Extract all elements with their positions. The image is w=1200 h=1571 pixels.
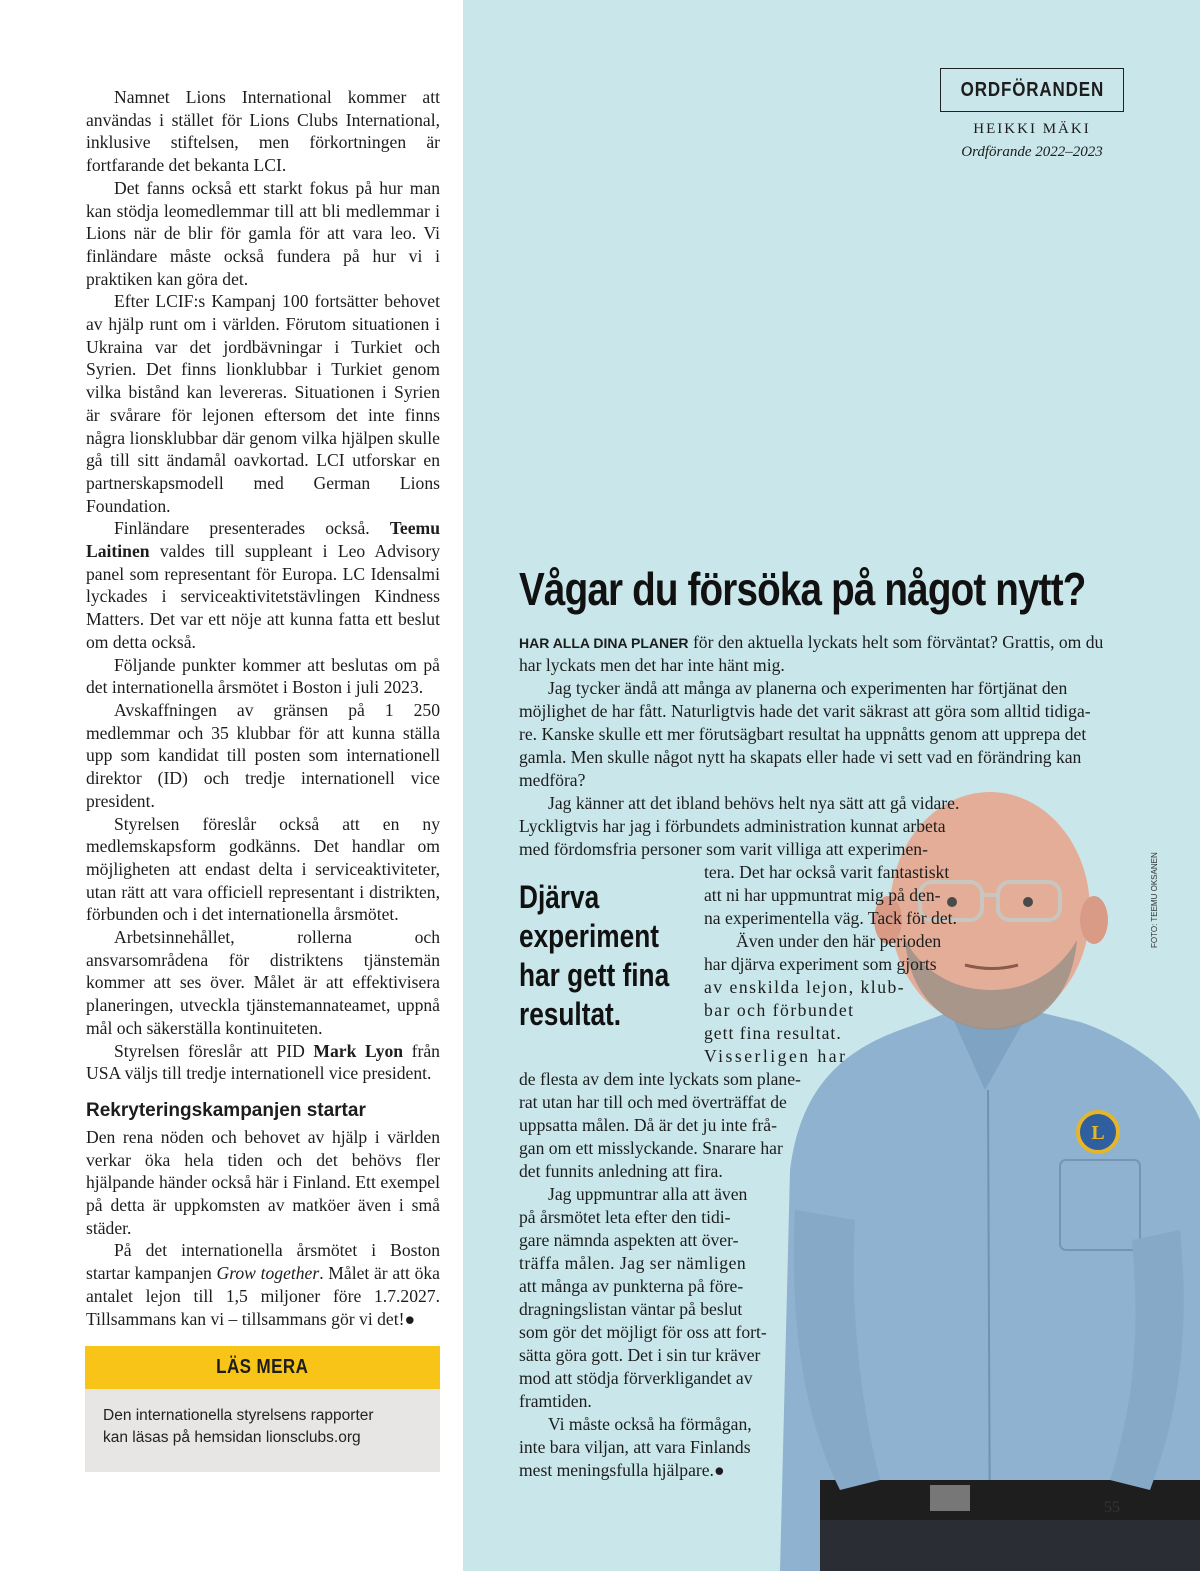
- paragraph: Arbetsinnehållet, rollerna och ansvarsområdena för distriktens tjänstemän kommer att ses över. Målet är att effektivisera planeringen, utveckla tjänstemannateamet, uppnå mål och säkerställa kontinuiteten.: [86, 927, 440, 1038]
- article-line: na experimentella väg. Tack för det.: [704, 908, 957, 928]
- article-line: sätta göra gott. Det i sin tur kräver: [519, 1345, 761, 1365]
- article-line: rat utan har till och med överträffat de: [519, 1092, 787, 1112]
- article-line: av enskilda lejon, klub-: [704, 977, 906, 997]
- paragraph: Namnet Lions International kommer att användas i stället för Lions Clubs International, inklusive stiftelsen, men förkortningen är fortfarande det bekanta LCI.: [86, 87, 440, 176]
- section-label: [940, 68, 1124, 112]
- paragraph: [86, 1239, 440, 1330]
- author-name: HEIKKI MÄKI: [973, 121, 1091, 137]
- section-label-text: ORDFÖRANDEN: [960, 78, 1104, 101]
- subheading: Rekryteringskampanjen startar: [86, 1099, 366, 1121]
- article-line: har djärva experiment som gjorts: [704, 954, 937, 974]
- author-role: Ordförande 2022–2023: [961, 144, 1103, 160]
- person-name: Teemu Laitinen: [86, 518, 440, 562]
- article-line: att ni har uppmuntrat mig på den-: [704, 885, 941, 905]
- article-line: Lyckligtvis har jag i förbundets administration kunnat arbeta: [519, 816, 946, 836]
- article-line: tera. Det har också varit fantastiskt: [704, 862, 950, 882]
- text-run: från USA väljs till tredje internationell vice president.: [86, 1040, 440, 1084]
- article-line: gett fina resultat.: [704, 1023, 842, 1043]
- article-line: gan om ett misslyckande. Snarare har: [519, 1138, 783, 1158]
- article-lead: HAR ALLA DINA PLANER: [519, 635, 689, 651]
- paragraph: [86, 517, 440, 653]
- person-name: Mark Lyon: [313, 1040, 404, 1061]
- article-line: som gör det möjligt för oss att fort-: [519, 1322, 767, 1342]
- paragraph: Efter LCIF:s Kampanj 100 fortsätter behovet av hjälp runt om i världen. Förutom situationen i Ukraina var det jordbävningar i Turkiet och Syrien. Det finns lionklubbar i Turkiet genom vilka bistånd kan levereras. Situationen i Syrien är svårare för lejonen eftersom det inte finns några lionsklubbar där genom vilka hjälpen skulle gå till sitt ändamål oavkortad. LCI utforskar en partnerskapsmodell med German Lions Foundation.: [86, 291, 440, 516]
- page-number: 55: [1104, 1499, 1120, 1516]
- eye: [1023, 897, 1033, 907]
- read-more-line: kan läsas på hemsidan lionsclubs.org: [103, 1429, 361, 1446]
- article-line: har lyckats men det har inte hänt mig.: [519, 655, 785, 675]
- pull-quote-line: resultat.: [519, 996, 622, 1032]
- article-headline: Vågar du försöka på något nytt?: [519, 563, 1086, 615]
- article-line: träffa målen. Jag ser nämligen: [519, 1253, 747, 1273]
- article-line: mest meningsfulla hjälpare.●: [519, 1460, 725, 1480]
- article-line: Jag uppmuntrar alla att även: [548, 1184, 748, 1204]
- photo-credit: FOTO: TEEMU OKSANEN: [1150, 852, 1159, 948]
- belt-buckle: [930, 1485, 970, 1511]
- read-more-line: Den internationella styrelsens rapporter: [103, 1407, 374, 1424]
- pull-quote-line: har gett fina: [519, 957, 670, 993]
- article-line: att många av punkterna på före-: [519, 1276, 744, 1296]
- article-line: det funnits anledning att fira.: [519, 1161, 723, 1181]
- text-run: valdes till suppleant i Leo Advisory panel som representant för Europa. LC Idensalmi lyckades i serviceaktivitetstävlingen Kindness Matters. Det var ett nöje att kunna fatta ett beslut om detta också.: [86, 541, 440, 652]
- article-line: de flesta av dem inte lyckats som plane-: [519, 1069, 801, 1089]
- article-line: bar och förbundet: [704, 1000, 855, 1020]
- article-line: Visserligen har: [704, 1046, 848, 1066]
- article-line: Jag tycker ändå att många av planerna och experimenten har förtjänat den: [548, 678, 1068, 698]
- ear: [1080, 896, 1108, 944]
- read-more-body: [85, 1389, 440, 1465]
- pull-quote-line: experiment: [519, 918, 660, 954]
- article-line: medföra?: [519, 770, 586, 790]
- article-line: med fördomsfria personer som varit villiga att experimen-: [519, 839, 928, 859]
- article-line: inte bara viljan, att vara Finlands: [519, 1437, 751, 1457]
- article-line: Vi måste också ha förmågan,: [548, 1414, 752, 1434]
- paragraph: Det fanns också ett starkt fokus på hur man kan stödja leomedlemmar till att bli medlemmar i Lions när de blir för gamla för att vara leo. Vi finländare måste också fundera på hur vi i praktiken kan göra det.: [86, 177, 440, 289]
- read-more-title-text: LÄS MERA: [216, 1356, 309, 1378]
- read-more-box: [85, 1346, 440, 1472]
- paragraph: [86, 1040, 440, 1085]
- text-run: . Målet är att öka antalet lejon till 1,5 miljoner före 1.7.2027. Tillsammans kan vi – tillsammans gör vi det!●: [86, 1263, 440, 1329]
- article-line: gare nämnda aspekten att över-: [519, 1230, 739, 1250]
- pull-quote: [519, 878, 669, 1034]
- left-column: [86, 86, 440, 1330]
- article-line: möjlighet de har fått. Naturligtvis hade det varit säkrast att göra som alltid tidiga-: [519, 701, 1091, 721]
- pull-quote-line: Djärva: [519, 879, 600, 915]
- badge-letter: L: [1091, 1122, 1105, 1144]
- text-run: På det internationella årsmötet i Boston startar kampanjen: [86, 1240, 440, 1284]
- article-line: Jag känner att det ibland behövs helt nya sätt att gå vidare.: [548, 793, 960, 813]
- article-line-text: för den aktuella lyckats helt som förväntat? Grattis, om du: [688, 632, 1104, 652]
- article-line: uppsatta målen. Då är det ju inte frå-: [519, 1115, 777, 1135]
- article-line: re. Kanske skulle ett mer förutsägbart resultat ha uppnåtts genom att upprepa det: [519, 724, 1087, 744]
- text-run: Styrelsen föreslår att PID: [114, 1040, 314, 1061]
- article-line: framtiden.: [519, 1391, 592, 1411]
- eye: [947, 897, 957, 907]
- article-line: på årsmötet leta efter den tidi-: [519, 1207, 731, 1227]
- article-line: Även under den här perioden: [736, 931, 942, 951]
- campaign-name: Grow together: [216, 1263, 320, 1284]
- trousers: [820, 1520, 1200, 1571]
- paragraph: Följande punkter kommer att beslutas om på det internationella årsmötet i Boston i juli 2023.: [86, 654, 440, 698]
- paragraph: Avskaffningen av gränsen på 1 250 medlemmar och 35 klubbar för att kunna ställa upp som kandidat till posten som internationell direktor (ID) och tredje internationell vice president.: [86, 699, 440, 811]
- paragraph: Den rena nöden och behovet av hjälp i världen verkar öka hela tiden och det behövs fler hjälpande händer också här i Finland. Ett exempel på detta är uppkomsten av matköer även i små städer.: [86, 1126, 440, 1238]
- read-more-title: [85, 1346, 440, 1389]
- article-line: mod att stödja förverkligandet av: [519, 1368, 753, 1388]
- paragraph: Styrelsen föreslår också att en ny medlemskapsform godkänns. Det handlar om möjligheten att endast delta i serviceaktiviteter, utan rätt att vara officiell representant i distrikten, förbunden och i det internationella årsmötet.: [86, 813, 440, 925]
- article-line: gamla. Men skulle något nytt ha skapats eller hade vi sett vad en förändring kan: [519, 747, 1082, 767]
- article-line: [519, 632, 1103, 653]
- text-run: Finländare presenterades också.: [114, 518, 390, 539]
- article-line: dragningslistan väntar på beslut: [519, 1299, 743, 1319]
